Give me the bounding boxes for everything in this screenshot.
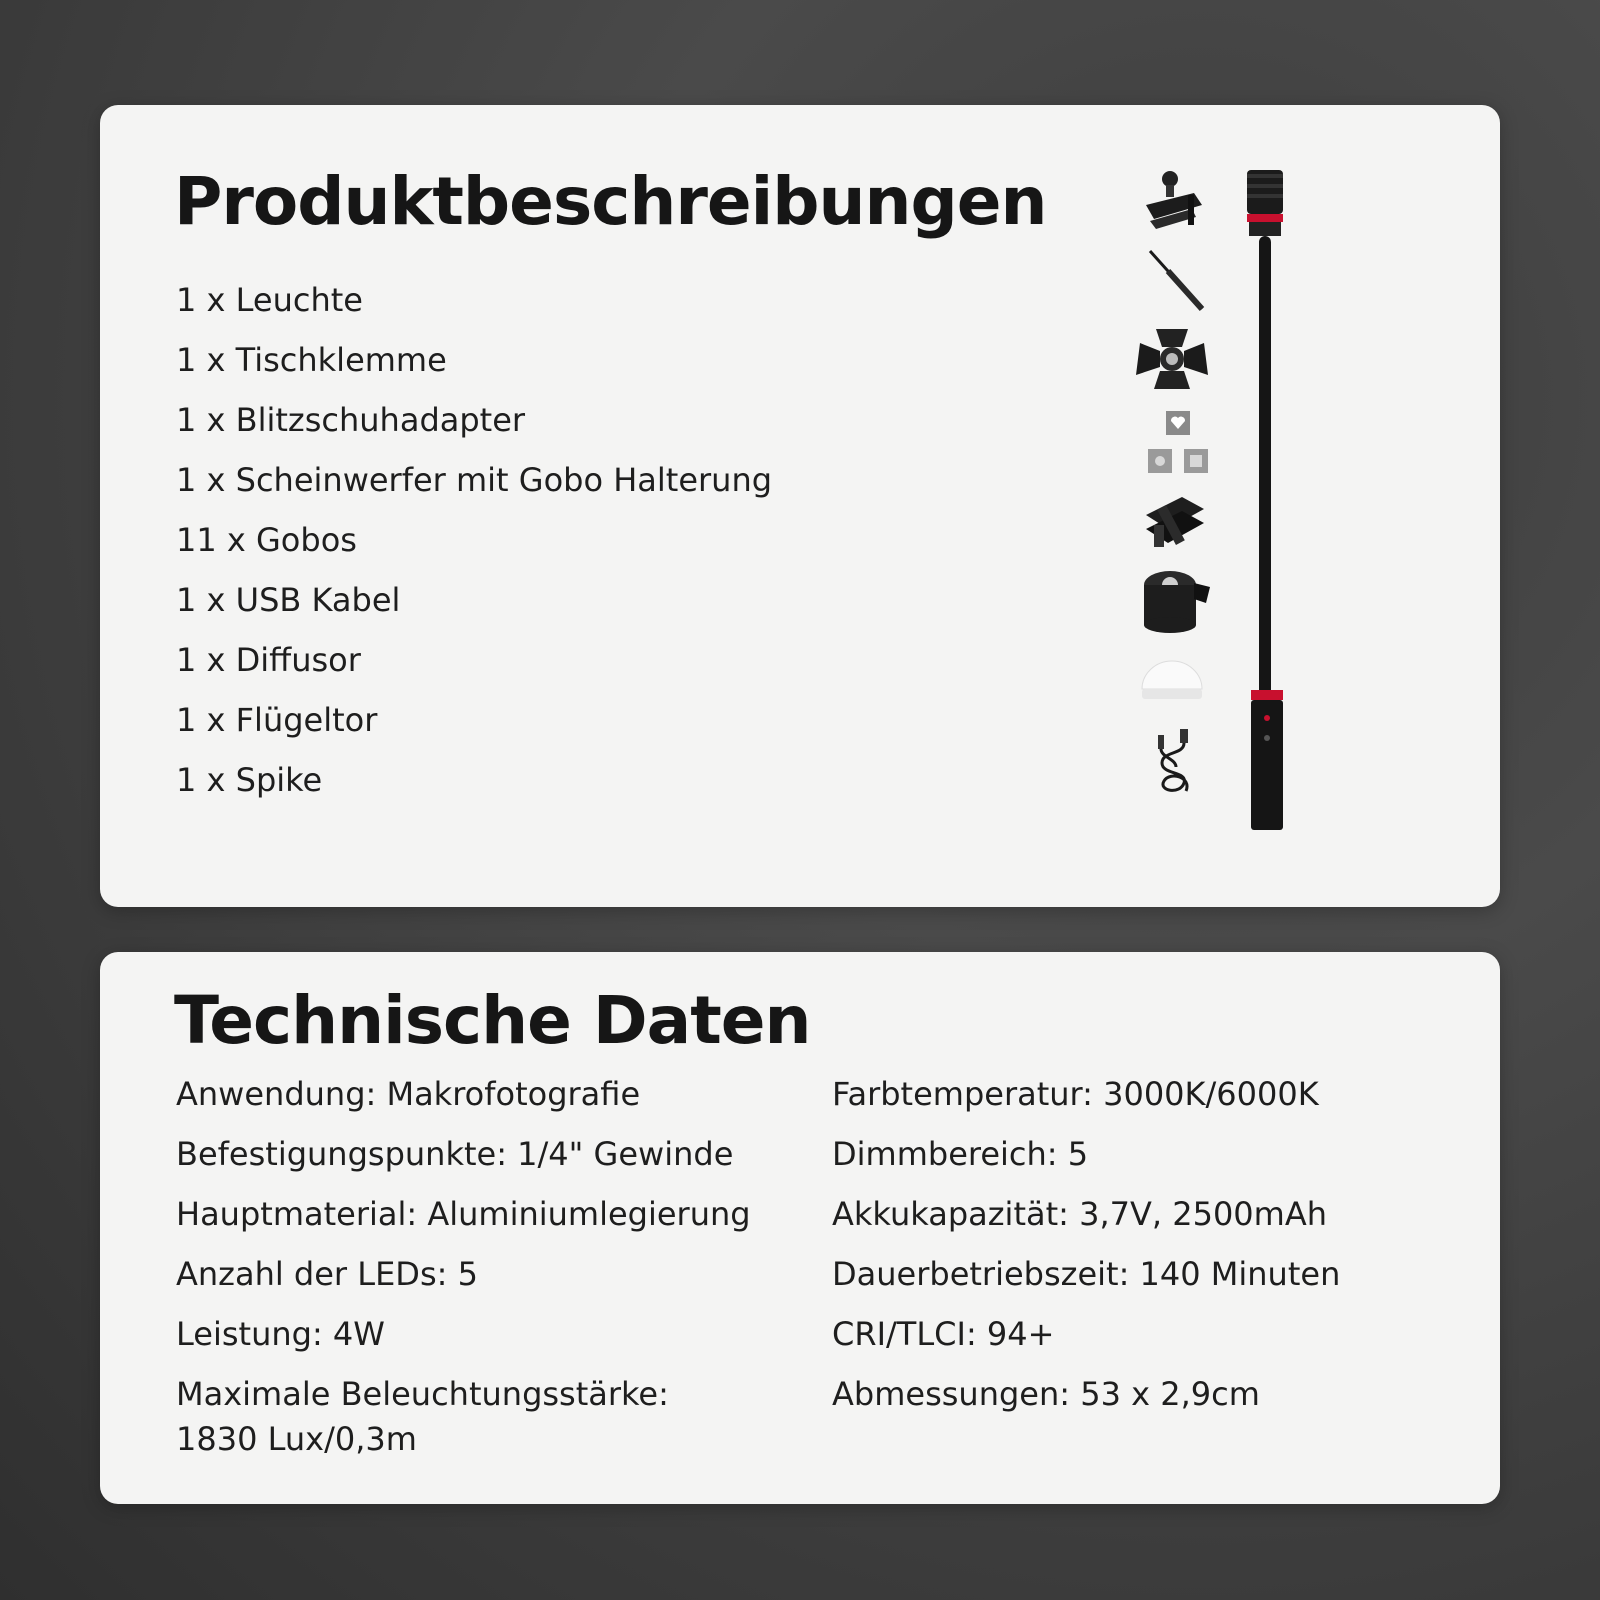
spec-item: Dauerbetriebszeit: 140 Minuten — [832, 1255, 1341, 1293]
spec-item: Farbtemperatur: 3000K/6000K — [832, 1075, 1319, 1113]
specs-left-column — [176, 1072, 776, 1462]
spec-item: CRI/TLCI: 94+ — [832, 1315, 1055, 1353]
list-item: 1 x Diffusor — [176, 641, 361, 679]
spike-icon — [1132, 245, 1212, 317]
specs-card — [100, 952, 1500, 1504]
spec-item: Dimmbereich: 5 — [832, 1135, 1089, 1173]
list-item: 1 x USB Kabel — [176, 581, 401, 619]
cold-shoe-adapter-icon — [1132, 485, 1212, 557]
list-item: 1 x Tischklemme — [176, 341, 447, 379]
diffuser-icon — [1132, 645, 1212, 717]
spotlight-icon — [1132, 563, 1212, 635]
list-item: 1 x Scheinwerfer mit Gobo Halterung — [176, 461, 773, 499]
spec-item: Anwendung: Makrofotografie — [176, 1075, 641, 1113]
specs-title: Technische Daten — [174, 982, 811, 1059]
specs-right-column — [832, 1072, 1452, 1432]
list-item: 1 x Blitzschuhadapter — [176, 401, 526, 439]
barn-door-icon — [1132, 323, 1212, 395]
spec-item: Leistung: 4W — [176, 1315, 385, 1353]
usb-cable-icon — [1132, 725, 1212, 797]
spec-item: 1830 Lux/0,3m — [176, 1420, 417, 1458]
spec-item: Abmessungen: 53 x 2,9cm — [832, 1375, 1260, 1413]
list-item: 11 x Gobos — [176, 521, 357, 559]
contents-list — [176, 270, 772, 810]
list-item: 1 x Flügeltor — [176, 701, 378, 739]
gobo-icon — [1132, 405, 1212, 477]
contents-title: Produktbeschreibungen — [174, 163, 1047, 240]
list-item: 1 x Leuchte — [176, 281, 363, 319]
accessory-icons — [1132, 165, 1212, 865]
gooseneck-light-icon — [1235, 170, 1295, 850]
contents-card — [100, 105, 1500, 907]
list-item: 1 x Spike — [176, 761, 323, 799]
spec-item: Maximale Beleuchtungsstärke: — [176, 1375, 669, 1413]
spec-item: Hauptmaterial: Aluminiumlegierung — [176, 1195, 751, 1233]
spec-item: Akkukapazität: 3,7V, 2500mAh — [832, 1195, 1327, 1233]
table-clamp-icon — [1132, 165, 1212, 237]
spec-item: Anzahl der LEDs: 5 — [176, 1255, 478, 1293]
spec-item: Befestigungspunkte: 1/4" Gewinde — [176, 1135, 734, 1173]
